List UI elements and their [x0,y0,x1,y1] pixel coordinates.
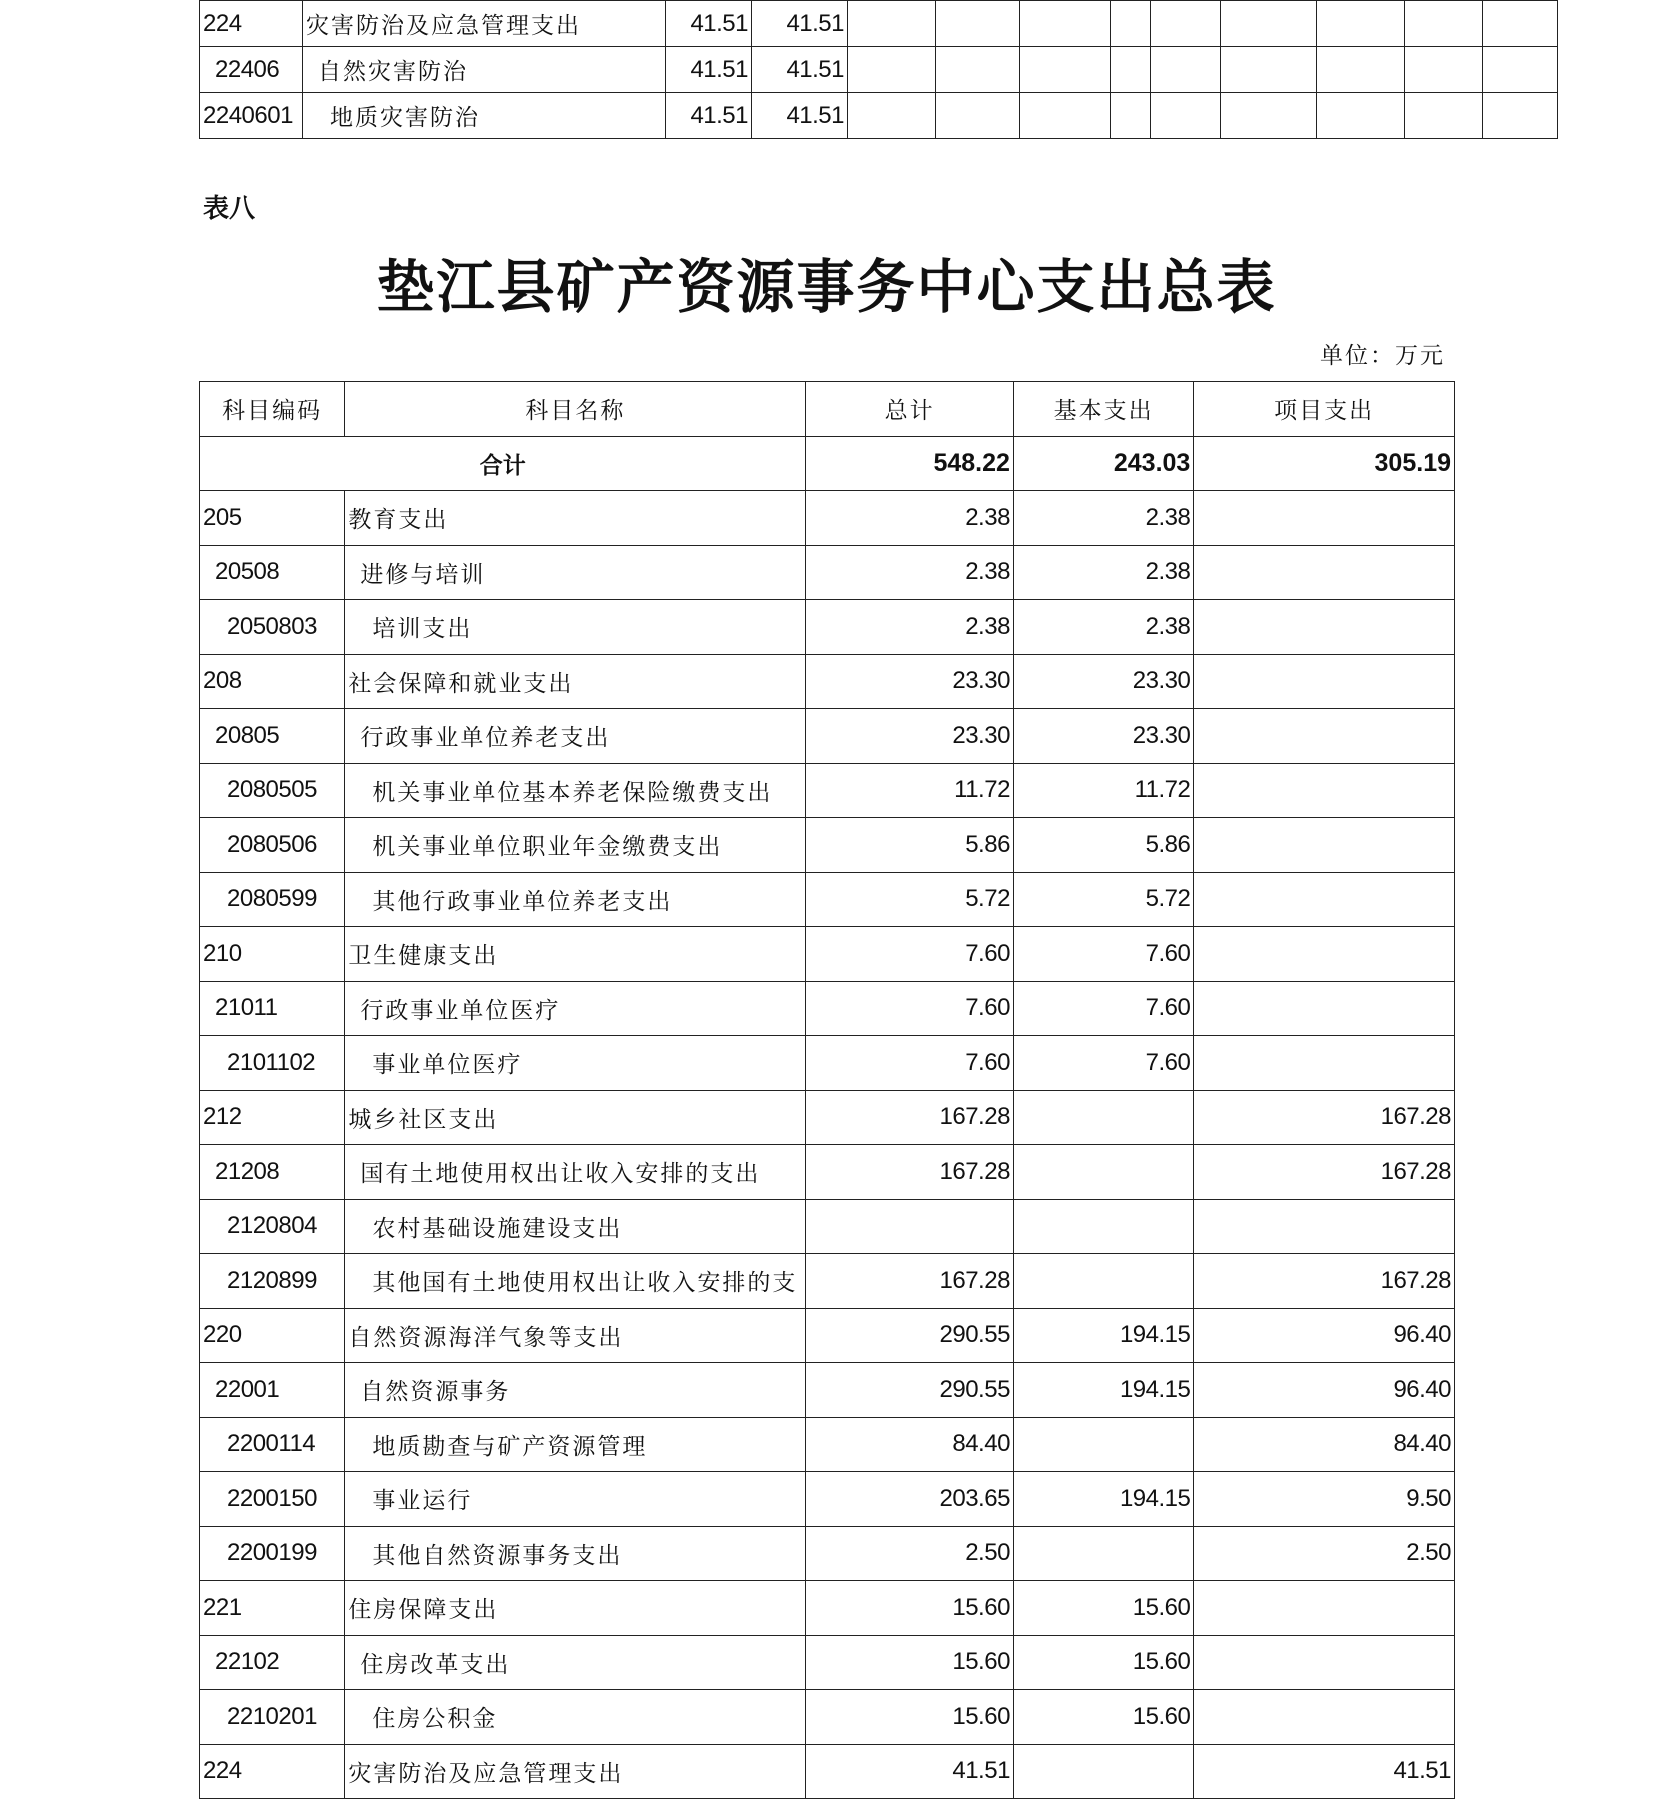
row-project: 9.50 [1194,1472,1455,1527]
table-row [200,491,1455,546]
row-code: 2080505 [200,763,345,818]
table-row [200,927,1455,982]
row-name: 机关事业单位职业年金缴费支出 [345,818,806,873]
row-name: 行政事业单位养老支出 [345,709,806,764]
row-total: 167.28 [806,1145,1013,1200]
table-row [200,1581,1455,1636]
empty-cell [1151,93,1221,139]
expenditure-summary-table [199,381,1455,1799]
row-project [1194,872,1455,927]
table-row [200,1526,1455,1581]
row-project [1194,1581,1455,1636]
row-name: 其他国有土地使用权出让收入安排的支 [345,1254,806,1309]
table-row [200,1744,1455,1799]
row-total: 15.60 [806,1690,1013,1745]
header-project: 项目支出 [1194,382,1455,437]
row-name: 机关事业单位基本养老保险缴费支出 [345,763,806,818]
table-row [200,1690,1455,1745]
total-sum: 548.22 [806,436,1013,491]
row-basic: 7.60 [1013,1036,1193,1091]
row-basic: 7.60 [1013,981,1193,1036]
table-row [200,1090,1455,1145]
row-total: 290.55 [806,1363,1013,1418]
row-code: 2200199 [200,1526,345,1581]
row-total: 7.60 [806,1036,1013,1091]
row-name: 住房保障支出 [345,1581,806,1636]
table-row [200,1254,1455,1309]
row-name: 灾害防治及应急管理支出 [303,1,666,47]
row-name: 其他自然资源事务支出 [345,1526,806,1581]
empty-cell [1020,1,1111,47]
row-basic: 2.38 [1013,600,1193,655]
row-value-total: 41.51 [666,47,752,93]
empty-cell [1405,93,1483,139]
empty-cell [1317,93,1405,139]
empty-cell [848,1,936,47]
total-row [200,436,1455,491]
table-row [200,981,1455,1036]
row-basic [1013,1199,1193,1254]
row-name: 进修与培训 [345,545,806,600]
header-total: 总计 [806,382,1013,437]
empty-cell [1111,47,1151,93]
row-basic: 194.15 [1013,1308,1193,1363]
row-project [1194,600,1455,655]
row-name: 农村基础设施建设支出 [345,1199,806,1254]
row-basic [1013,1744,1193,1799]
empty-cell [1151,47,1221,93]
table-row [200,1199,1455,1254]
empty-cell [1221,93,1317,139]
header-basic: 基本支出 [1013,382,1193,437]
row-basic [1013,1145,1193,1200]
total-basic: 243.03 [1013,436,1193,491]
row-value-basic: 41.51 [752,1,848,47]
row-code: 2101102 [200,1036,345,1091]
row-total: 23.30 [806,654,1013,709]
row-name: 教育支出 [345,491,806,546]
row-total [806,1199,1013,1254]
empty-cell [1317,1,1405,47]
row-basic: 23.30 [1013,709,1193,764]
row-total: 11.72 [806,763,1013,818]
row-name: 社会保障和就业支出 [345,654,806,709]
row-code: 2080599 [200,872,345,927]
row-value-total: 41.51 [666,1,752,47]
empty-cell [936,93,1020,139]
empty-cell [1405,47,1483,93]
row-total: 167.28 [806,1254,1013,1309]
row-project: 167.28 [1194,1145,1455,1200]
row-total: 290.55 [806,1308,1013,1363]
row-project [1194,491,1455,546]
row-code: 2210201 [200,1690,345,1745]
row-basic: 5.86 [1013,818,1193,873]
row-project [1194,1690,1455,1745]
row-name: 自然资源海洋气象等支出 [345,1308,806,1363]
row-basic: 5.72 [1013,872,1193,927]
previous-table-fragment [199,0,1558,139]
row-name: 地质勘查与矿产资源管理 [345,1417,806,1472]
row-code: 224 [200,1,303,47]
row-basic: 194.15 [1013,1363,1193,1418]
row-name: 事业运行 [345,1472,806,1527]
row-basic [1013,1254,1193,1309]
empty-cell [1221,1,1317,47]
empty-cell [848,93,936,139]
row-name: 培训支出 [345,600,806,655]
row-total: 23.30 [806,709,1013,764]
table-row [200,818,1455,873]
row-total: 7.60 [806,927,1013,982]
empty-cell [1020,47,1111,93]
table-row [200,1635,1455,1690]
row-name: 住房公积金 [345,1690,806,1745]
row-basic: 11.72 [1013,763,1193,818]
row-code: 20805 [200,709,345,764]
row-code: 210 [200,927,345,982]
row-total: 2.38 [806,545,1013,600]
empty-cell [936,1,1020,47]
row-project [1194,1635,1455,1690]
table-header-row [200,382,1455,437]
row-total: 41.51 [806,1744,1013,1799]
empty-cell [1221,47,1317,93]
row-name: 自然资源事务 [345,1363,806,1418]
row-basic: 23.30 [1013,654,1193,709]
row-name: 行政事业单位医疗 [345,981,806,1036]
row-project: 96.40 [1194,1308,1455,1363]
row-basic [1013,1526,1193,1581]
table-row [200,1472,1455,1527]
table-row [200,1308,1455,1363]
row-total: 5.86 [806,818,1013,873]
table-row [200,763,1455,818]
row-project [1194,818,1455,873]
row-project [1194,709,1455,764]
row-total: 2.38 [806,600,1013,655]
row-basic [1013,1090,1193,1145]
row-project [1194,981,1455,1036]
row-project [1194,1199,1455,1254]
table-row [200,47,1558,93]
empty-cell [1317,47,1405,93]
row-code: 2200150 [200,1472,345,1527]
header-code: 科目编码 [200,382,345,437]
row-basic: 15.60 [1013,1690,1193,1745]
row-basic [1013,1417,1193,1472]
table-row [200,1363,1455,1418]
row-project [1194,763,1455,818]
row-total: 2.50 [806,1526,1013,1581]
row-project: 167.28 [1194,1254,1455,1309]
row-basic: 2.38 [1013,491,1193,546]
table-row [200,709,1455,764]
table-row [200,93,1558,139]
row-total: 167.28 [806,1090,1013,1145]
row-code: 205 [200,491,345,546]
row-code: 22102 [200,1635,345,1690]
row-project: 41.51 [1194,1744,1455,1799]
empty-cell [848,47,936,93]
row-code: 2120899 [200,1254,345,1309]
row-total: 2.38 [806,491,1013,546]
row-name: 地质灾害防治 [303,93,666,139]
empty-cell [1483,47,1558,93]
row-basic: 7.60 [1013,927,1193,982]
row-code: 212 [200,1090,345,1145]
table-row [200,654,1455,709]
row-total: 15.60 [806,1635,1013,1690]
row-name: 自然灾害防治 [303,47,666,93]
row-project: 84.40 [1194,1417,1455,1472]
row-code: 21011 [200,981,345,1036]
empty-cell [1111,93,1151,139]
row-name: 住房改革支出 [345,1635,806,1690]
row-code: 2080506 [200,818,345,873]
row-total: 7.60 [806,981,1013,1036]
empty-cell [1405,1,1483,47]
row-code: 21208 [200,1145,345,1200]
table-row [200,1145,1455,1200]
table-row [200,872,1455,927]
row-code: 220 [200,1308,345,1363]
unit-label: 单位：万元 [1320,343,1445,369]
empty-cell [1111,1,1151,47]
row-project: 167.28 [1194,1090,1455,1145]
row-name: 灾害防治及应急管理支出 [345,1744,806,1799]
row-basic: 15.60 [1013,1635,1193,1690]
empty-cell [1483,1,1558,47]
row-project [1194,927,1455,982]
row-basic: 194.15 [1013,1472,1193,1527]
row-total: 15.60 [806,1581,1013,1636]
page-title: 垫江县矿产资源事务中心支出总表 [376,253,1277,321]
empty-cell [1151,1,1221,47]
row-code: 2120804 [200,1199,345,1254]
empty-cell [1020,93,1111,139]
row-code: 22406 [200,47,303,93]
row-name: 其他行政事业单位养老支出 [345,872,806,927]
header-name: 科目名称 [345,382,806,437]
total-project: 305.19 [1194,436,1455,491]
empty-cell [936,47,1020,93]
table-row [200,1036,1455,1091]
row-name: 事业单位医疗 [345,1036,806,1091]
row-value-basic: 41.51 [752,47,848,93]
row-value-basic: 41.51 [752,93,848,139]
row-code: 2240601 [200,93,303,139]
row-name: 卫生健康支出 [345,927,806,982]
table-row [200,545,1455,600]
row-name: 城乡社区支出 [345,1090,806,1145]
row-code: 20508 [200,545,345,600]
row-code: 208 [200,654,345,709]
empty-cell [1483,93,1558,139]
row-value-total: 41.51 [666,93,752,139]
row-code: 221 [200,1581,345,1636]
row-basic: 2.38 [1013,545,1193,600]
row-project: 2.50 [1194,1526,1455,1581]
row-project [1194,654,1455,709]
row-total: 203.65 [806,1472,1013,1527]
row-basic: 15.60 [1013,1581,1193,1636]
row-project [1194,545,1455,600]
row-code: 224 [200,1744,345,1799]
row-code: 2200114 [200,1417,345,1472]
row-project: 96.40 [1194,1363,1455,1418]
row-code: 2050803 [200,600,345,655]
row-name: 国有土地使用权出让收入安排的支出 [345,1145,806,1200]
table-row [200,1,1558,47]
table-row [200,1417,1455,1472]
total-label: 合计 [200,436,806,491]
row-code: 22001 [200,1363,345,1418]
row-total: 5.72 [806,872,1013,927]
row-total: 84.40 [806,1417,1013,1472]
row-project [1194,1036,1455,1091]
table-row [200,600,1455,655]
table-number-label: 表八 [203,194,256,224]
